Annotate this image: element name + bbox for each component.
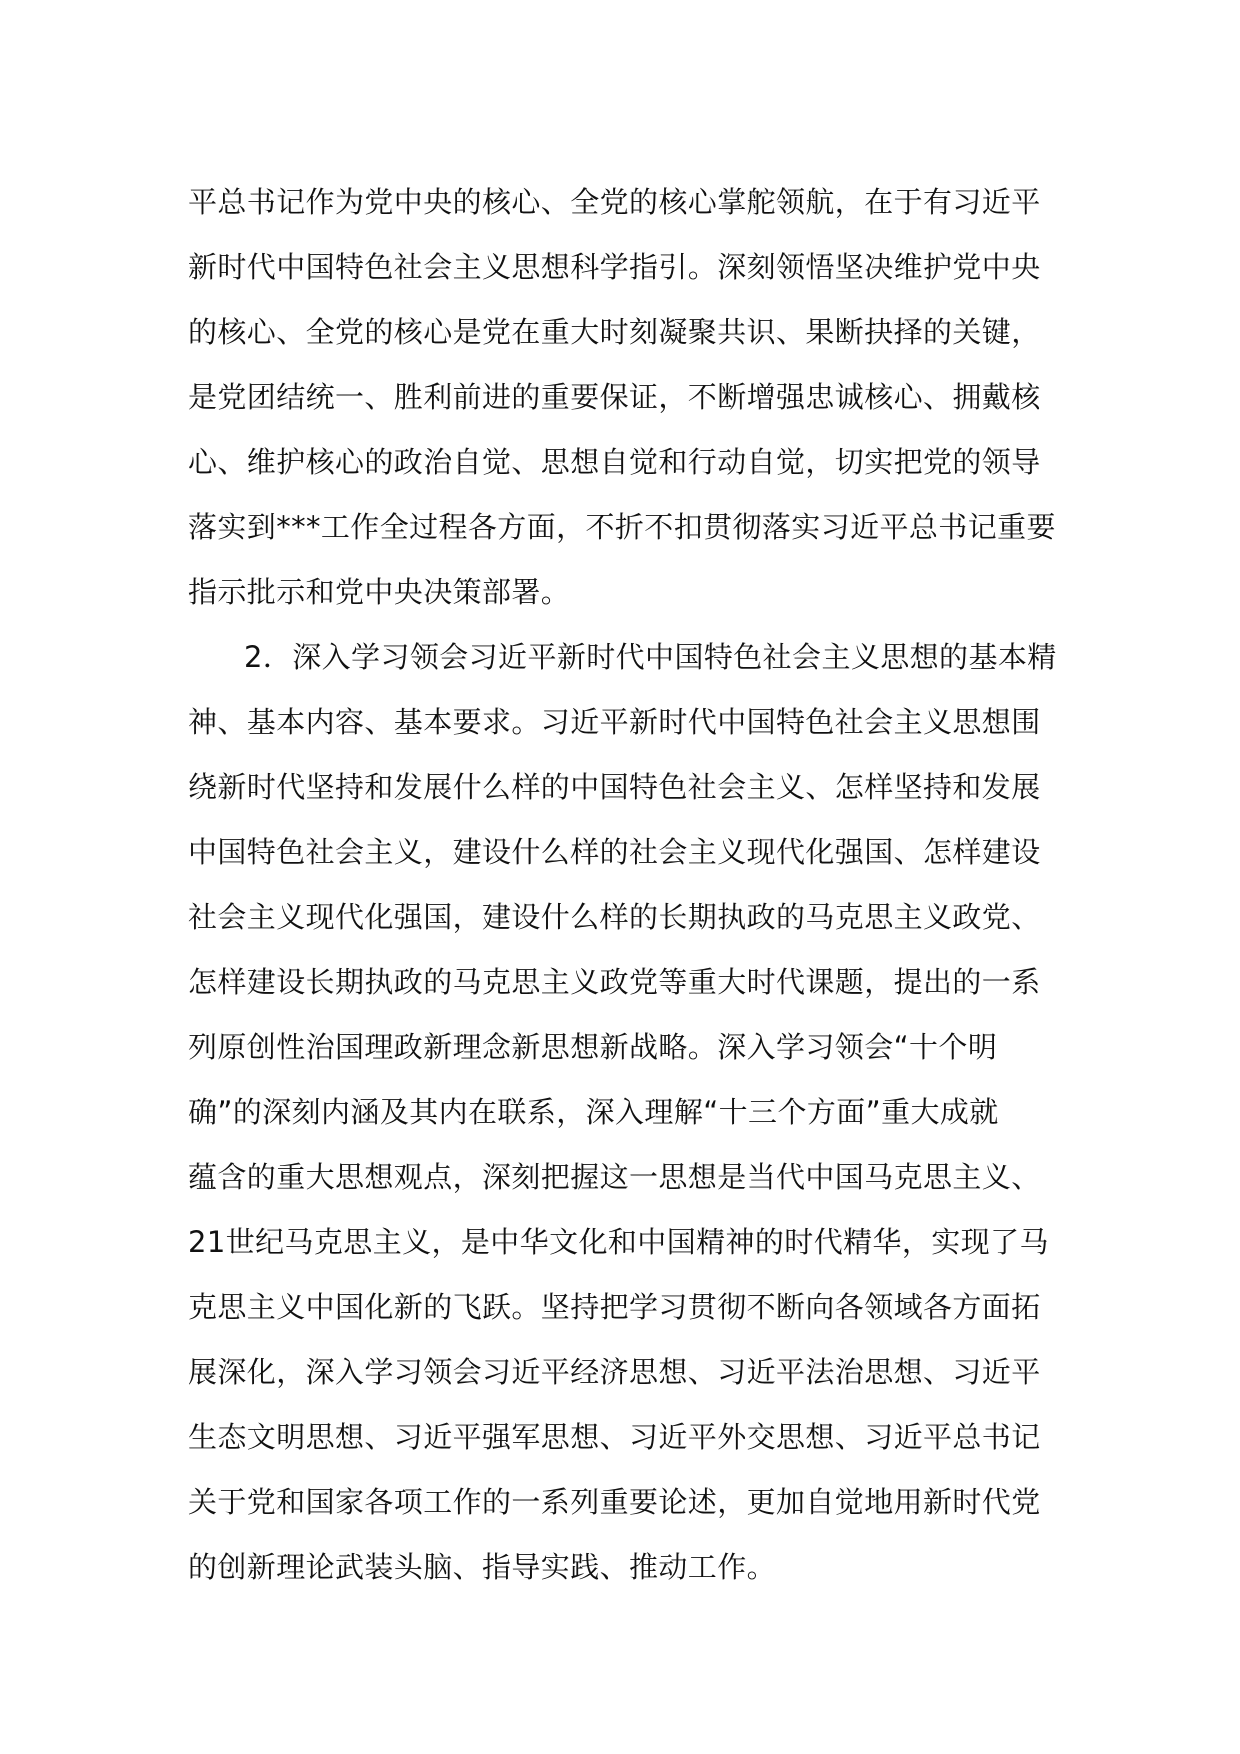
text-line: 生态文明思想、习近平强军思想、习近平外交思想、习近平总书记 [188, 1420, 1041, 1454]
text-line: 是党团结统一、胜利前进的重要保证，不断增强忠诚核心、拥戴核 [188, 380, 1041, 414]
text-line: 平总书记作为党中央的核心、全党的核心掌舵领航，在于有习近平 [188, 185, 1041, 219]
section-heading-line: 2．深入学习领会习近平新时代中国特色社会主义思想的基本精 [244, 640, 1057, 674]
text-line: 的核心、全党的核心是党在重大时刻凝聚共识、果断抉择的关键， [188, 315, 1041, 349]
text-line: 指示批示和党中央决策部署。 [188, 575, 571, 609]
text-line: 确”的深刻内涵及其内在联系，深入理解“十三个方面”重大成就 [188, 1095, 999, 1129]
text-line: 落实到***工作全过程各方面，不折不扣贯彻落实习近平总书记重要 [188, 510, 1056, 544]
text-line: 蕴含的重大思想观点，深刻把握这一思想是当代中国马克思主义、 [188, 1160, 1041, 1194]
text-line: 的创新理论武装头脑、指导实践、推动工作。 [188, 1550, 777, 1584]
text-line: 心、维护核心的政治自觉、思想自觉和行动自觉，切实把党的领导 [188, 445, 1041, 479]
body-text [188, 170, 1068, 1600]
text-line: 克思主义中国化新的飞跃。坚持把学习贯彻不断向各领域各方面拓 [188, 1290, 1041, 1324]
text-line: 神、基本内容、基本要求。习近平新时代中国特色社会主义思想围 [188, 705, 1041, 739]
text-line: 中国特色社会主义，建设什么样的社会主义现代化强国、怎样建设 [188, 835, 1041, 869]
text-line: 怎样建设长期执政的马克思主义政党等重大时代课题，提出的一系 [188, 965, 1041, 999]
text-line: 关于党和国家各项工作的一系列重要论述，更加自觉地用新时代党 [188, 1485, 1041, 1519]
text-line: 新时代中国特色社会主义思想科学指引。深刻领悟坚决维护党中央 [188, 250, 1041, 284]
text-line: 21世纪马克思主义，是中华文化和中国精神的时代精华，实现了马 [188, 1225, 1049, 1259]
text-line: 列原创性治国理政新理念新思想新战略。深入学习领会“十个明 [188, 1030, 998, 1064]
text-line: 绕新时代坚持和发展什么样的中国特色社会主义、怎样坚持和发展 [188, 770, 1041, 804]
text-line: 展深化，深入学习领会习近平经济思想、习近平法治思想、习近平 [188, 1355, 1041, 1389]
text-line: 社会主义现代化强国，建设什么样的长期执政的马克思主义政党、 [188, 900, 1041, 934]
